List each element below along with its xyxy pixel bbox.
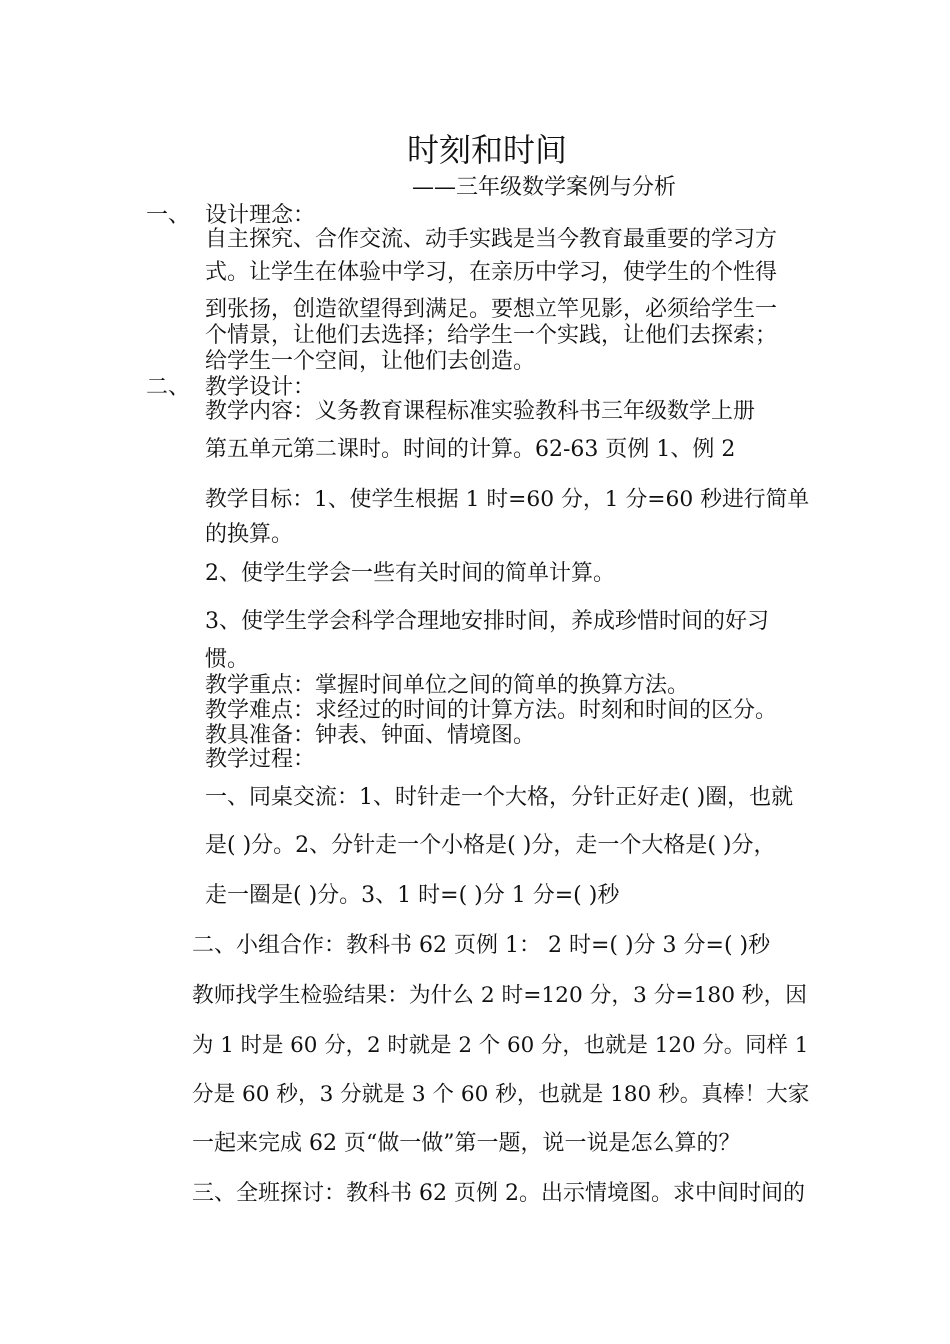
paragraph-line: 三、全班探讨：教科书 62 页例 2。出示情境图。求中间时间的 (192, 1181, 805, 1206)
paragraph-line: 教学内容：义务教育课程标准实验教科书三年级数学上册 (205, 399, 756, 424)
section-1-number: 一、 (146, 203, 191, 228)
paragraph-line: 的换算。 (205, 522, 294, 547)
paragraph-line: 个情景，让他们去选择；给学生一个实践，让他们去探索； (205, 323, 778, 348)
section-1-heading: 设计理念： (205, 203, 316, 228)
paragraph-line: 分是 60 秒，3 分就是 3 个 60 秒，也就是 180 秒。真棒！大家 (192, 1082, 810, 1107)
section-2-heading: 教学设计： (205, 375, 316, 400)
paragraph-line: 自主探究、合作交流、动手实践是当今教育最重要的学习方 (205, 227, 778, 252)
paragraph-line: 第五单元第二课时。时间的计算。62-63 页例 1、例 2 (205, 437, 736, 462)
paragraph-line: 是( )分。2、分针走一个小格是( )分，走一个大格是( )分， (205, 833, 776, 858)
paragraph-line: 3、使学生学会科学合理地安排时间，养成珍惜时间的好习 (205, 609, 769, 634)
paragraph-line: 式。让学生在体验中学习，在亲历中学习，使学生的个性得 (205, 260, 778, 285)
paragraph-line: 给学生一个空间，让他们去创造。 (205, 349, 536, 374)
document-subtitle: ——三年级数学案例与分析 (412, 175, 677, 200)
paragraph-line: 走一圈是( )分。3、1 时=( )分 1 分=( )秒 (205, 883, 620, 908)
paragraph-line: 教师找学生检验结果：为什么 2 时=120 分，3 分=180 秒，因 (192, 983, 807, 1008)
section-2-number: 二、 (146, 375, 191, 400)
paragraph-line: 教学难点：求经过的时间的计算方法。时刻和时间的区分。 (205, 698, 778, 723)
paragraph-line: 2、使学生学会一些有关时间的简单计算。 (205, 561, 615, 586)
document-title: 时刻和时间 (407, 131, 568, 169)
paragraph-line: 二、小组合作：教科书 62 页例 1： 2 时=( )分 3 分=( )秒 (192, 933, 771, 958)
paragraph-line: 教具准备：钟表、钟面、情境图。 (205, 723, 536, 748)
paragraph-line: 教学重点：掌握时间单位之间的简单的换算方法。 (205, 673, 690, 698)
paragraph-line: 到张扬，创造欲望得到满足。要想立竿见影，必须给学生一 (205, 297, 778, 322)
paragraph-line: 为 1 时是 60 分，2 时就是 2 个 60 分，也就是 120 分。同样 1 (192, 1033, 809, 1058)
paragraph-line: 一、同桌交流：1、时针走一个大格，分针正好走( )圈，也就 (205, 785, 794, 810)
paragraph-line: 一起来完成 62 页“做一做”第一题，说一说是怎么算的？ (192, 1131, 741, 1156)
paragraph-line: 惯。 (205, 647, 250, 672)
paragraph-line: 教学目标：1、使学生根据 1 时=60 分，1 分=60 秒进行简单 (205, 487, 810, 512)
paragraph-line: 教学过程： (205, 747, 316, 772)
